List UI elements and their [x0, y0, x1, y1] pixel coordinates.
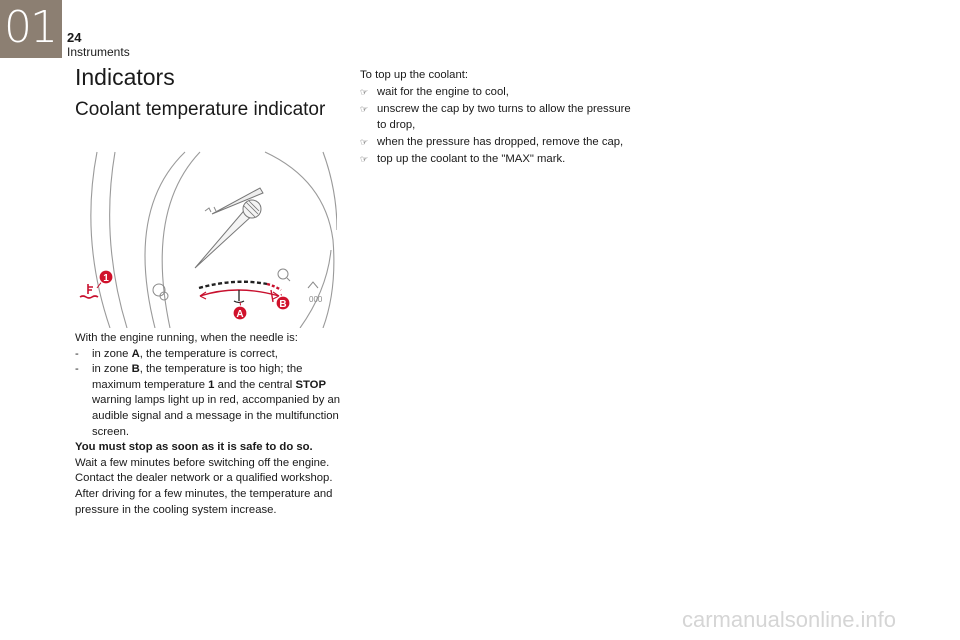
- list-item: ☞ wait for the engine to cool,: [360, 84, 635, 101]
- top-up-instructions: [360, 67, 635, 168]
- list-item: ☞ unscrew the cap by two turns to allow the pressure to drop,: [360, 102, 631, 132]
- page-number: 24: [67, 30, 82, 45]
- temperature-scale-zone-a: [199, 282, 267, 288]
- svg-text:B: B: [279, 299, 287, 310]
- svg-text:A: A: [236, 309, 244, 320]
- coolant-gauge-illustration: [75, 150, 337, 328]
- list-item: ☞ when the pressure has dropped, remove the cap,: [360, 134, 635, 151]
- coolant-warning-icon: [80, 284, 98, 298]
- svg-text:000: 000: [309, 295, 323, 304]
- heading-indicators: Indicators: [75, 64, 175, 90]
- bullet-arrow-icon: ☞: [360, 153, 369, 164]
- bullet-arrow-icon: ☞: [360, 137, 369, 148]
- chapter-tab: [0, 0, 62, 58]
- thermometer-icon: [234, 290, 244, 303]
- list-item-zone-a: - in zone A, the temperature is correct,: [75, 347, 278, 360]
- list-item-zone-b: - in zone B, the temperature is too high; the maximum temperature 1 and the central STOP warning lamps light up in red, accompanied by an audible signal and a message in the multifunction screen.: [75, 363, 341, 438]
- temperature-scale-zone-b: [267, 284, 281, 290]
- section-title: Instruments: [67, 45, 130, 59]
- intro-text: With the engine running, when the needle is:: [75, 332, 298, 344]
- needle-explanation-text: [75, 331, 345, 518]
- svg-text:1: 1: [103, 273, 109, 284]
- list-item: ☞ top up the coolant to the "MAX" mark.: [360, 151, 635, 168]
- paragraph-pressure: After driving for a few minutes, the temperature and pressure in the cooling system increase.: [75, 487, 333, 516]
- bullet-arrow-icon: ☞: [360, 86, 369, 97]
- top-up-intro: To top up the coolant:: [360, 69, 469, 81]
- stop-warning-text: You must stop as soon as it is safe to do so.: [75, 441, 313, 454]
- chapter-number: 01: [4, 2, 56, 53]
- paragraph-wait: Wait a few minutes before switching off the engine.: [75, 456, 330, 469]
- watermark: carmanualsonline.info: [682, 607, 897, 632]
- paragraph-contact: Contact the dealer network or a qualified workshop.: [75, 472, 333, 485]
- bullet-arrow-icon: ☞: [360, 103, 369, 114]
- heading-coolant-indicator: Coolant temperature indicator: [75, 99, 326, 120]
